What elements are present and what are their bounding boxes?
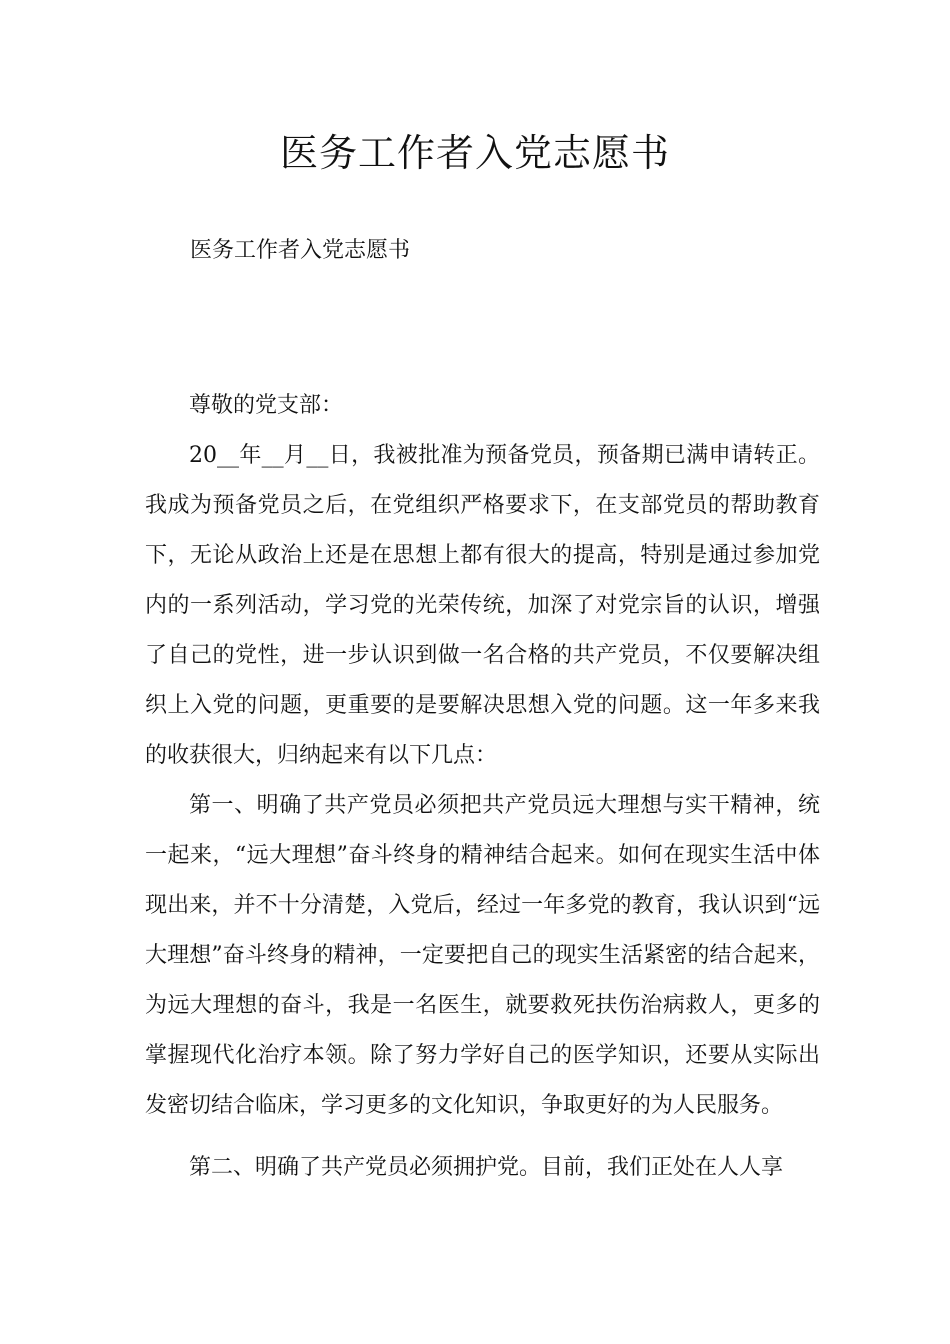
document-title: 医务工作者入党志愿书 xyxy=(279,131,670,175)
document-subtitle: 医务工作者入党志愿书 xyxy=(190,238,411,263)
paragraph-1: 20__年__月__日，我被批准为预备党员，预备期已满申请转正。我成为预备党员之后，在党组织严格要求下，在支部党员的帮助教育下，无论从政治上还是在思想上都有很大的提高，特别是通过参加党内的一系列活动，学习党的光荣传统，加深了对党宗旨的认识，增强了自己的党性，进一步认识到做一名合格的共产党员，不仅要解决组织上入党的问题，更重要的是要解决思想入党的问题。这一年多来我的收获很大，归纳起来有以下几点： xyxy=(145,443,820,768)
paragraph-2: 第一、明确了共产党员必须把共产党员远大理想与实干精神，统一起来，“远大理想”奋斗终身的精神结合起来。如何在现实生活中体现出来，并不十分清楚，入党后，经过一年多党的教育，我认识到“远大理想”奋斗终身的精神，一定要把自己的现实生活紧密的结合起来，为远大理想的奋斗，我是一名医生，就要救死扶伤治病救人，更多的掌握现代化治疗本领。除了努力学好自己的医学知识，还要从实际出发密切结合临床，学习更多的文化知识，争取更好的为人民服务。 xyxy=(145,793,820,1118)
document-body xyxy=(145,381,820,1193)
salutation: 尊敬的党支部： xyxy=(189,393,344,418)
paragraph-3: 第二、明确了共产党员必须拥护党。目前，我们正处在人人享 xyxy=(189,1155,784,1180)
